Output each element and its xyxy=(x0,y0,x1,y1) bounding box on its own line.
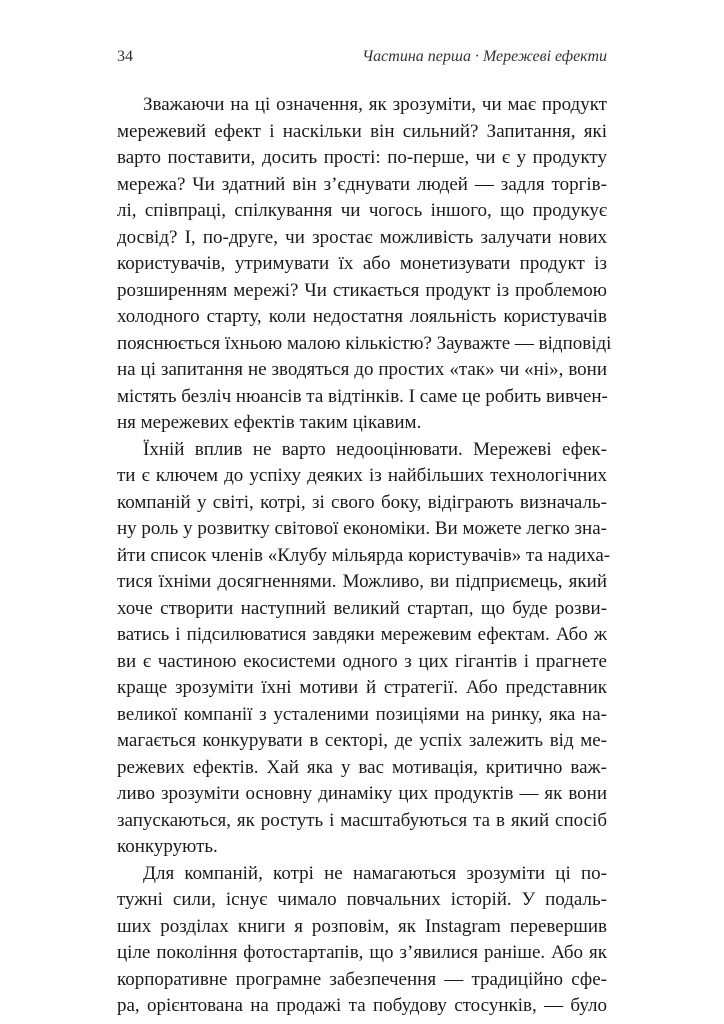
text-line: режевих ефектів. Хай яка у вас мотивація, критично важ- xyxy=(117,756,607,778)
text-line: конкурують. xyxy=(117,836,218,857)
text-line: Зважаючи на ці означення, як зрозуміти, чи має продукт xyxy=(143,94,607,115)
text-line: досвід? І, по-друге, чи зростає можливість залучати нових xyxy=(117,226,607,248)
text-line: йти список членів «Клубу мільярда користувачів» та надиха- xyxy=(117,544,611,566)
text-line: користувачів, утримувати їх або монетизувати продукт із xyxy=(117,253,607,274)
text-line: запускаються, як ростуть і масштабуються та в який спосіб xyxy=(117,809,607,831)
text-line: ливо зрозуміти основну динаміку цих продуктів — як вони xyxy=(117,783,607,804)
text-line: містять безліч нюансів та відтінків. І саме це робить вивчен- xyxy=(117,385,608,407)
paragraph-3 xyxy=(117,861,607,1020)
page-number: 34 xyxy=(117,48,133,65)
text-line: ня мережевих ефектів таким цікавим. xyxy=(117,412,422,433)
text-line: мережевий ефект і наскільки він сильний? Запитання, які xyxy=(117,120,607,142)
text-line: ватись і підсилюватися завдяки мережевим ефектам. Або ж xyxy=(117,624,607,645)
text-line: Для компаній, котрі не намагаються зрозуміти ці по- xyxy=(143,862,607,884)
text-line: мережа? Чи здатний він з’єднувати людей — задля торгів- xyxy=(117,173,607,195)
text-line: ціле покоління фотостартапів, що з’явилися раніше. Або як xyxy=(117,942,607,963)
text-line: ви є частиною екосистеми одного з цих гігантів і прагнете xyxy=(117,650,607,672)
text-line: краще зрозуміти їхні мотиви й стратегії. Або представник xyxy=(117,677,607,698)
text-line: пояснюється їхньою малою кількістю? Зауважте — відповіді xyxy=(117,332,612,354)
text-line: хоче створити наступний великий стартап, що буде розви- xyxy=(117,597,607,619)
text-line: корпоративне програмне забезпечення — традиційно сфе- xyxy=(117,968,607,990)
text-line: варто поставити, досить прості: по-перше, чи є у продукту xyxy=(117,147,607,168)
text-line: ших розділах книги я розповім, як Instagram перевершив xyxy=(117,915,607,937)
text-line: розширенням мережі? Чи стикається продукт із проблемою xyxy=(117,279,607,301)
text-line: тися їхніми досягненнями. Можливо, ви підприємець, який xyxy=(117,571,607,592)
text-line: великої компанії з усталеними позиціями на ринку, яка на- xyxy=(117,703,607,725)
paragraph-2 xyxy=(117,437,611,861)
text-line: магається конкурувати в секторі, де успіх залежить від ме- xyxy=(117,730,607,751)
paragraph-1 xyxy=(117,92,612,437)
text-line: ра, орієнтована на продажі та побудову стосунків, — було xyxy=(117,995,607,1016)
body-text xyxy=(117,92,612,1020)
text-line: лі, співпраці, спілкування чи чогось іншого, що продукує xyxy=(117,200,607,221)
text-line: Їхній вплив не варто недооцінювати. Мережеві ефек- xyxy=(143,438,607,460)
text-line: компаній у світі, котрі, зі свого боку, відіграють визначаль- xyxy=(117,491,607,513)
text-line: холодного старту, коли недостатня лояльність користувачів xyxy=(117,306,607,327)
running-head xyxy=(117,48,607,72)
text-line: ти є ключем до успіху деяких із найбільших технологічних xyxy=(117,465,607,486)
running-title: Частина перша · Мережеві ефекти xyxy=(362,48,607,65)
text-line: ну роль у розвитку світової економіки. Ви можете легко зна- xyxy=(117,518,607,539)
text-line: тужні сили, існує чимало повчальних історій. У подаль- xyxy=(117,889,607,910)
text-line: на ці запитання не зводяться до простих «так» чи «ні», вони xyxy=(117,359,607,380)
